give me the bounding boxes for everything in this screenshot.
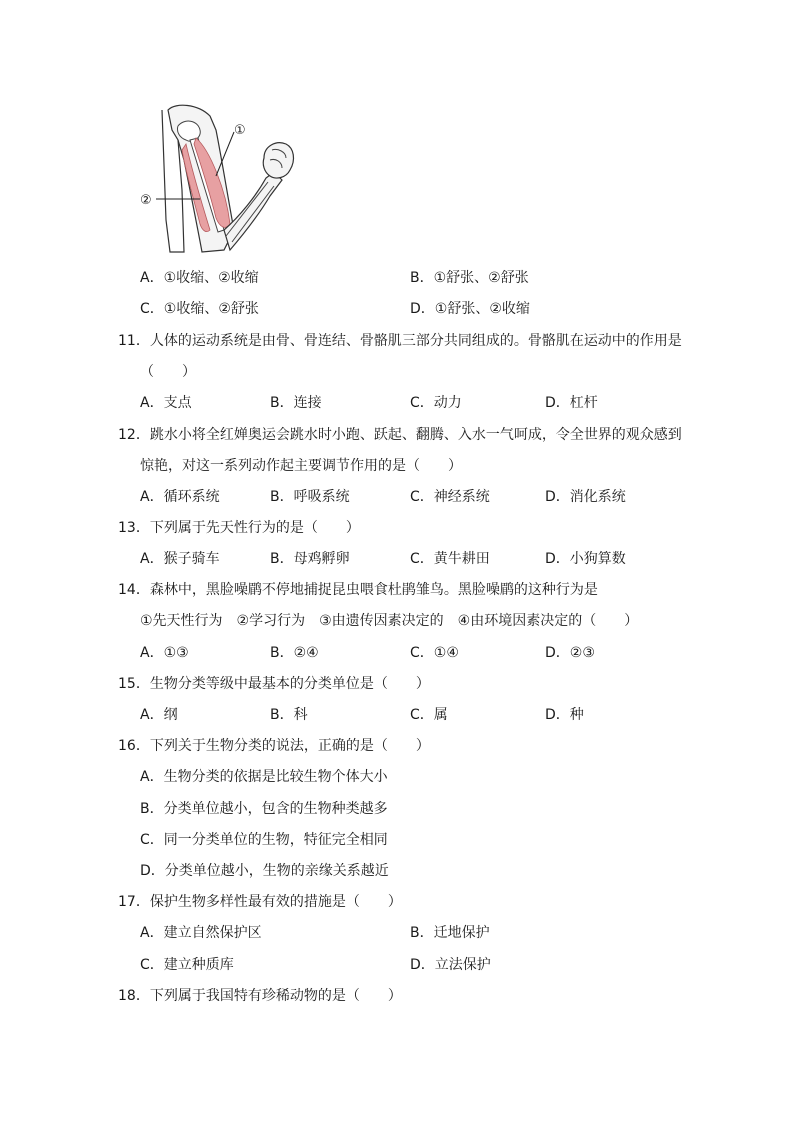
q10-option-b[interactable]: B．①舒张、②舒张 <box>410 270 529 286</box>
q11-option-b[interactable]: B．连接 <box>270 395 322 411</box>
q17-stem: 17．保护生物多样性最有效的措施是（ ） <box>118 894 402 910</box>
q16-option-d[interactable]: D．分类单位越小，生物的亲缘关系越近 <box>140 863 389 879</box>
q17-option-d[interactable]: D．立法保护 <box>410 957 491 973</box>
q16-option-c[interactable]: C．同一分类单位的生物，特征完全相同 <box>140 832 388 848</box>
q14-option-b[interactable]: B．②④ <box>270 645 319 661</box>
q12-stem: 12．跳水小将全红婵奥运会跳水时小跑、跃起、翻腾、入水一气呵成，令全世界的观众感到 <box>118 427 682 443</box>
q13-option-d[interactable]: D．小狗算数 <box>545 551 626 567</box>
q15-option-c[interactable]: C．属 <box>410 707 448 723</box>
q13-stem: 13．下列属于先天性行为的是（ ） <box>118 520 360 536</box>
q14-option-c[interactable]: C．①④ <box>410 645 459 661</box>
arm-muscle-figure <box>140 100 300 260</box>
q12-option-c[interactable]: C．神经系统 <box>410 489 490 505</box>
q13-option-b[interactable]: B．母鸡孵卵 <box>270 551 350 567</box>
q11-stem: 11．人体的运动系统是由骨、骨连结、骨骼肌三部分共同组成的。骨骼肌在运动中的作用是 <box>118 333 682 349</box>
q11-option-a[interactable]: A．支点 <box>140 395 192 411</box>
q12-stem-cont: 惊艳，对这一系列动作起主要调节作用的是（ ） <box>140 458 462 474</box>
label-2: ② <box>140 193 152 208</box>
q17-option-a[interactable]: A．建立自然保护区 <box>140 925 262 941</box>
q10-option-c[interactable]: C．①收缩、②舒张 <box>140 301 259 317</box>
q14-statements: ①先天性行为 ②学习行为 ③由遗传因素决定的 ④由环境因素决定的（ ） <box>140 613 639 629</box>
q14-option-d[interactable]: D．②③ <box>545 645 595 661</box>
q12-option-d[interactable]: D．消化系统 <box>545 489 626 505</box>
q16-stem: 16．下列关于生物分类的说法，正确的是（ ） <box>118 738 430 754</box>
q17-option-b[interactable]: B．迁地保护 <box>410 925 490 941</box>
q14-stem: 14．森林中，黑脸噪鹛不停地捕捉昆虫喂食杜鹃雏鸟。黑脸噪鹛的这种行为是 <box>118 582 598 598</box>
q18-stem: 18．下列属于我国特有珍稀动物的是（ ） <box>118 988 402 1004</box>
q15-option-d[interactable]: D．种 <box>545 707 584 723</box>
q10-option-a[interactable]: A．①收缩、②收缩 <box>140 270 259 286</box>
q14-option-a[interactable]: A．①③ <box>140 645 189 661</box>
q12-option-a[interactable]: A．循环系统 <box>140 489 220 505</box>
q11-stem-cont: （ ） <box>140 364 196 380</box>
q11-option-d[interactable]: D．杠杆 <box>545 395 598 411</box>
label-1: ① <box>234 123 246 138</box>
q16-option-a[interactable]: A．生物分类的依据是比较生物个体大小 <box>140 769 388 785</box>
q12-option-b[interactable]: B．呼吸系统 <box>270 489 350 505</box>
q15-stem: 15．生物分类等级中最基本的分类单位是（ ） <box>118 676 430 692</box>
q11-option-c[interactable]: C．动力 <box>410 395 462 411</box>
q10-option-d[interactable]: D．①舒张、②收缩 <box>410 301 530 317</box>
q13-option-c[interactable]: C．黄牛耕田 <box>410 551 490 567</box>
q16-option-b[interactable]: B．分类单位越小，包含的生物种类越多 <box>140 801 388 817</box>
q15-option-a[interactable]: A．纲 <box>140 707 178 723</box>
q15-option-b[interactable]: B．科 <box>270 707 308 723</box>
arm-diagram <box>140 100 300 260</box>
q17-option-c[interactable]: C．建立种质库 <box>140 957 234 973</box>
q13-option-a[interactable]: A．猴子骑车 <box>140 551 220 567</box>
